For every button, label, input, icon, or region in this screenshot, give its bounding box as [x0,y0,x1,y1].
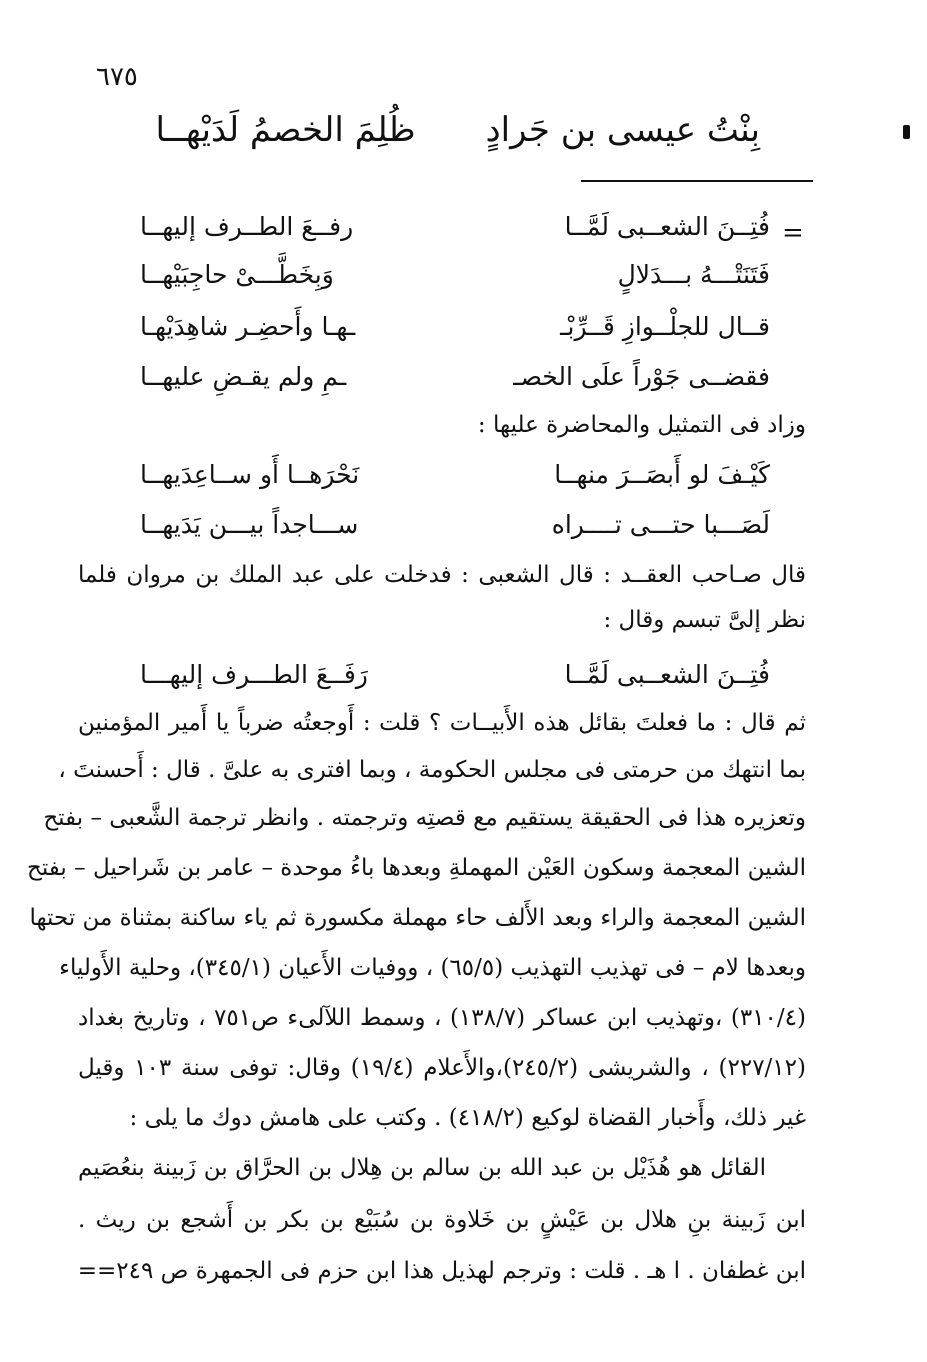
hemistich-first: فَتَنَتْـــهُ بـــدَلالٍ [617,260,770,289]
verse-continuation-marker: = [782,218,804,248]
commentary-line: غير ذلك، وأَخبار القضاة لوكيع (٤١٨/٢) . وكتب على هامش دوك ما يلى : [129,1105,806,1131]
poem1-verse-3 [140,312,770,341]
commentary-line: ثم قال : ما فعلتَ بقائل هذه الأَبيــات ؟ قلت : أَوجعتُه ضرباً يا أَمير المؤمنين [78,710,806,736]
poem-title [120,110,810,150]
intro-line: وزاد فى التمثيل والمحاضرة عليها : [477,412,806,438]
poem1-verse-4 [140,362,770,391]
hemistich-first: فُتِــنَ الشعــبى لَمَّــا [564,212,770,241]
hemistich-second: ـهـا وأَحضِـر شاهِدَيْهـا [140,312,356,341]
poem2-verse-2 [140,510,770,539]
footnote-line: ابن غطفان . ا هـ . قلت : وترجم لهذيل هذا ابن حزم فى الجمهرة ص ٢٤٩== [77,1258,806,1284]
hemistich-second: رفــعَ الطــرف إليهــا [140,212,354,241]
footnote-line: ابن زَبينة بنِ هلال بن عَيْشٍ بن خَلاوة بن سُبَيْع بن بكر بن أَشجع بن ريث . [78,1207,806,1233]
hemistich-first: فقضــى جَوْراً علَى الخصـ [513,362,770,391]
hemistich-first: كَيْـفَ لو أَبصَــرَ منهــا [554,460,770,489]
commentary-line: (٣١٠/٤) ،وتهذيب ابن عساكر (١٣٨/٧) ، وسمط اللآلىء ص٧٥١ ، وتاريخ بغداد [78,1005,806,1031]
poem3-verse [140,660,770,689]
hemistich-second: نَحْرَهــا أَو ســاعِدَيهــا [140,460,360,489]
hemistich-first: فُتِــنَ الشعــبى لَمَّــا [564,660,770,689]
narrative-line-1: قال صـاحب العقــد : قال الشعبى : فدخلت على عبد الملك بن مروان فلما [78,562,806,588]
title-right-hemistich: ظُلِمَ الخصمُ لَدَيْهــا [155,110,416,150]
title-underline [581,180,813,182]
hemistich-second: وَبِخَطَّـــىْ حاجِبَيْهــا [140,260,334,289]
commentary-line: الشين المعجمة والراء وبعد الأَلف حاء مهملة مكسورة ثم ياء ساكنة بمثناة من تحتها [29,905,806,931]
margin-mark-icon [903,125,910,139]
hemistich-first: قــال للجلْــوازِ قَــرِّبْـ [560,312,770,341]
hemistich-first: لَصَـــبا حتـــى تــــراه [551,510,770,539]
poem1-verse-2 [140,260,770,289]
poem2-verse-1 [140,460,770,489]
footnote-line: القائل هو هُذَيْل بن عبد الله بن سالم بن هِلال بن الحرَّاق بن زَبينة بنعُصَيم [78,1155,766,1181]
hemistich-second: ســـاجداً بيـــن يَدَيهــا [140,510,359,539]
hemistich-second: ـمِ ولم يقـضِ عليهــا [140,362,347,391]
commentary-line: (٢٢٧/١٢) ، والشريشى (٢٤٥/٢)،والأَعلام (١٩/٤) وقال: توفى سنة ١٠٣ وقيل [78,1055,807,1081]
commentary-line: وتعزيره هذا فى الحقيقة يستقيم مع قصتِه وترجمته . وانظر ترجمة الشَّعبى – بفتح [43,805,806,831]
narrative-line-2: نظر إلىَّ تبسم وقال : [603,607,806,633]
title-left-hemistich: بِنْتُ عيسى بن جَرادٍ [485,110,760,150]
hemistich-second: رَفَــعَ الطـــرف إليهـــا [140,660,368,689]
commentary-line: بما انتهك من حرمتى فى مجلس الحكومة ، وبما افترى به علىَّ . قال : أَحسنتَ ، [58,757,806,783]
commentary-line: الشين المعجمة وسكون العَيْن المهملةِ وبعدها باءُ موحدة – عامر بن شَراحيل – بفتح [27,855,806,881]
commentary-line: وبعدها لام – فى تهذيب التهذيب (٦٥/٥) ، ووفيات الأَعيان (٣٤٥/١)، وحلية الأَولياء [59,955,806,981]
page-number: ٦٧٥ [96,62,138,92]
poem1-verse-1 [140,212,770,241]
